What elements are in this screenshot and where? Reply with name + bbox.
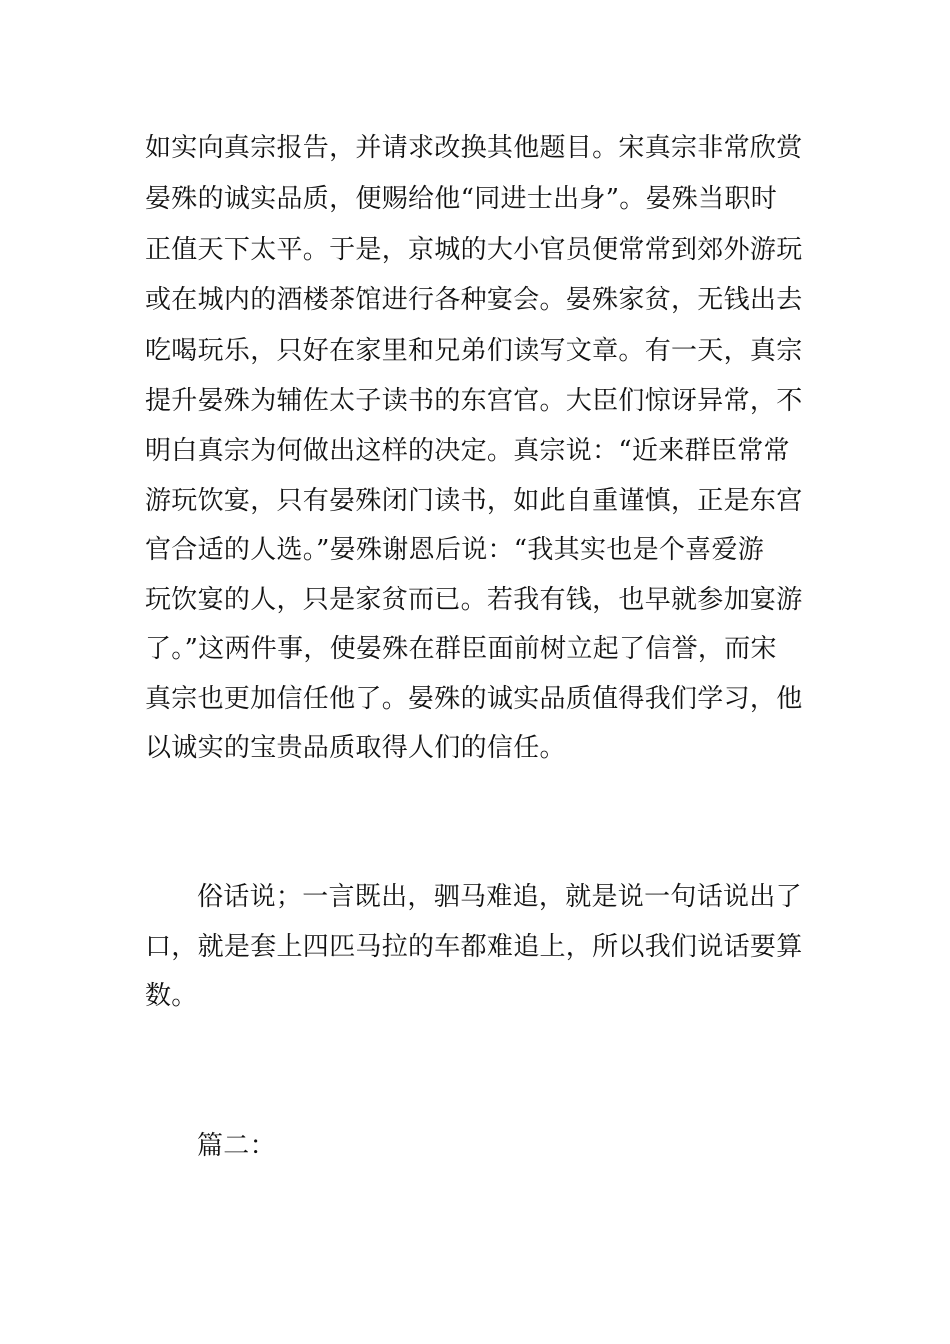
- section-heading: 篇二：: [197, 1131, 276, 1161]
- text-line: 吃喝玩乐，只好在家里和兄弟们读写文章。有一天，真宗: [145, 336, 803, 366]
- text-line: 提升晏殊为辅佐太子读书的东宫官。大臣们惊讶异常，不: [145, 386, 803, 416]
- text-line: 口，就是套上四匹马拉的车都难追上，所以我们说话要算: [145, 932, 803, 962]
- text-line: 明白真宗为何做出这样的决定。真宗说：“近来群臣常常: [145, 436, 790, 466]
- text-line: 游玩饮宴，只有晏殊闭门读书，如此自重谨慎，正是东宫: [145, 486, 803, 516]
- text-line: 正值天下太平。于是，京城的大小官员便常常到郊外游玩: [145, 235, 803, 265]
- text-line: 数。: [145, 981, 198, 1011]
- text-line: 官合适的人选。”晏殊谢恩后说：“我其实也是个喜爱游: [145, 535, 765, 565]
- text-line: 了。”这两件事，使晏殊在群臣面前树立起了信誉，而宋: [145, 634, 777, 664]
- text-line: 玩饮宴的人，只是家贫而已。若我有钱，也早就参加宴游: [145, 585, 803, 615]
- text-line: 晏殊的诚实品质，便赐给他“同进士出身”。晏殊当职时: [145, 184, 778, 214]
- text-line: 俗话说；一言既出，驷马难追，就是说一句话说出了: [197, 882, 802, 912]
- text-line: 真宗也更加信任他了。晏殊的诚实品质值得我们学习，他: [145, 684, 803, 714]
- text-line: 以诚实的宝贵品质取得人们的信任。: [145, 733, 566, 763]
- text-line: 如实向真宗报告，并请求改换其他题目。宋真宗非常欣赏: [145, 133, 803, 163]
- text-line: 或在城内的酒楼茶馆进行各种宴会。晏殊家贫，无钱出去: [145, 285, 803, 315]
